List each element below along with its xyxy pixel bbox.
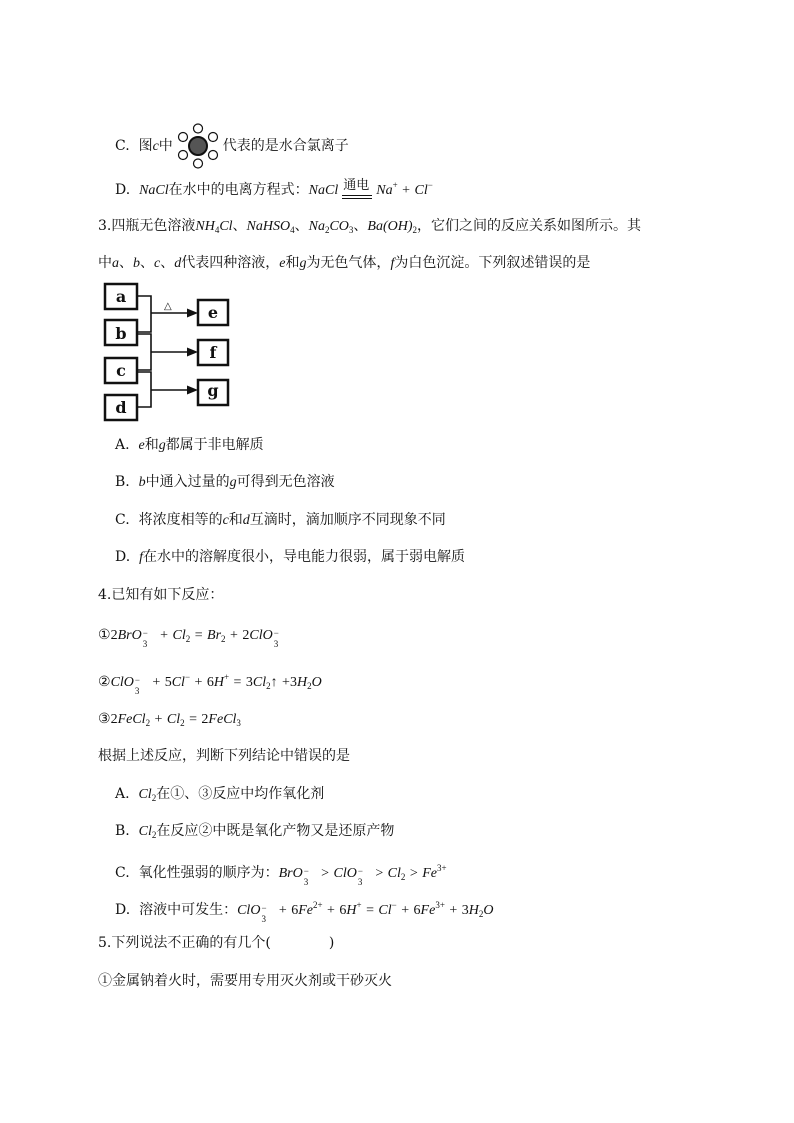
q2-option-d: D. NaCl在水中的电离方程式：NaCl 通电 Na+ + Cl− (115, 178, 433, 198)
label-f: f (209, 343, 217, 362)
label-g: g (207, 381, 219, 400)
heat-symbol: △ (164, 301, 172, 312)
label-c: c (116, 361, 126, 380)
q3-stem-line2: 中a、b、c、d代表四种溶液，e和g为无色气体，f为白色沉淀。下列叙述错误的是 (98, 255, 591, 271)
label-e: e (207, 303, 219, 322)
hydrated-ion-icon (175, 123, 221, 169)
electrolysis-condition: 通电 (342, 180, 372, 200)
q4-reaction-3: ③2FeCl$_2$ + $Cl_2$ = 2FeCl$_3$ (98, 711, 241, 728)
q2-option-c: C. 图c中 代表的是水合氯离子 (115, 123, 349, 169)
label-b: b (115, 324, 127, 343)
q4-reaction-2: ②ClO − 3 + $5Cl^- + 6H^+ = 3Cl_2↑ +3H_2O$ (98, 672, 322, 696)
q5-item-1: ①金属钠着火时，需要用专用灭火剂或干砂灭火 (98, 973, 392, 989)
q4-stem: 4.已知有如下反应： (98, 587, 224, 603)
q4-question: 根据上述反应，判断下列结论中错误的是 (98, 748, 350, 764)
q4-option-b: B. $Cl_2$在反应②中既是氧化产物又是还原产物 (115, 823, 395, 840)
q3-option-c: C. 将浓度相等的c和d互滴时，滴加顺序不同现象不同 (115, 512, 446, 528)
q4-reaction-1: ①2BrO − 3 + $Cl_2 = Br_2 + 2ClO$ − 3 (98, 627, 279, 649)
label-a: a (115, 287, 127, 306)
q5-stem: 5.下列说法不正确的有几个( ) (98, 935, 335, 951)
q4-option-c: C. 氧化性强弱的顺序为：BrO − 3 > ClO − 3 > $Cl_2 > Fe^{3+}$ (115, 863, 447, 887)
reaction-diagram (98, 282, 238, 424)
label-d: d (115, 398, 127, 417)
q3-option-a: A. e和g都属于非电解质 (115, 437, 264, 453)
q3-stem-line1: 3.四瓶无色溶液$NH_4Cl$、NaHSO$_4$、$Na_2CO_3$、$Ba(OH)_2$，它们之间的反应关系如图所示。其 (98, 218, 642, 235)
q4-option-d: D. 溶液中可发生：ClO − 3 + $6Fe^{2+} + 6H^+ = Cl^- + 6Fe^{3+} + 3H_2O$ (115, 900, 494, 924)
q4-option-a: A. $Cl_2$在①、③反应中均作氧化剂 (115, 786, 325, 803)
q3-option-d: D. f在水中的溶解度很小，导电能力很弱，属于弱电解质 (115, 549, 465, 565)
q3-option-b: B. b中通入过量的g可得到无色溶液 (115, 474, 335, 490)
